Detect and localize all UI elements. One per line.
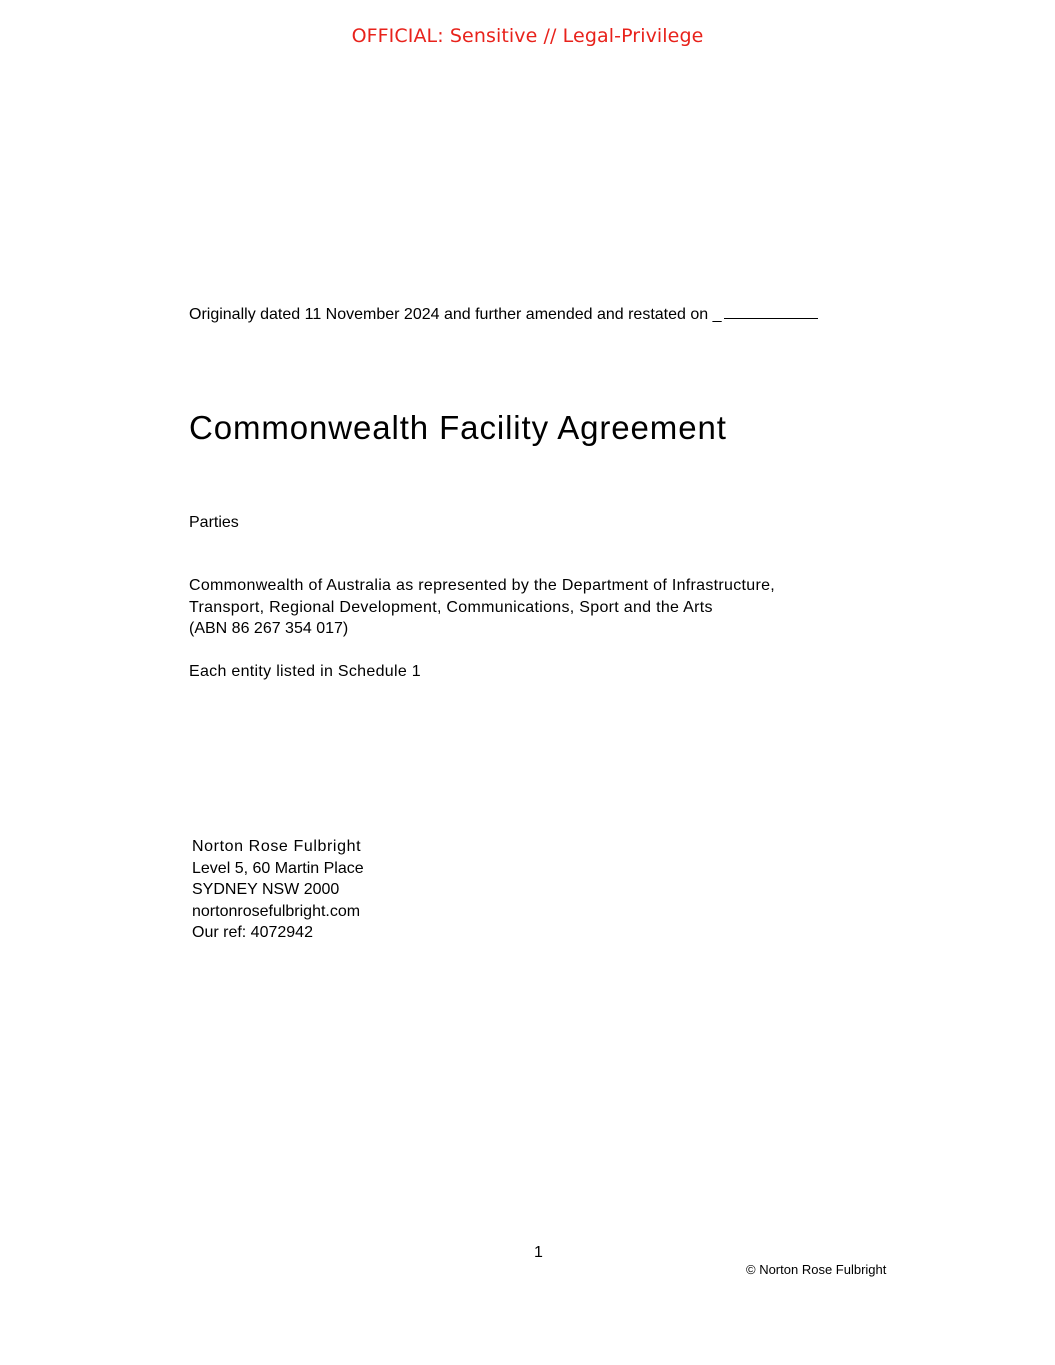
- firm-name: Norton Rose Fulbright: [192, 838, 362, 855]
- firm-street: Level 5, 60 Martin Place: [192, 859, 364, 877]
- document-title: Commonwealth Facility Agreement: [189, 409, 727, 446]
- date-line-text: Originally dated 11 November 2024 and further amended and restated on _: [189, 306, 722, 323]
- party-schedule-entities: Each entity listed in Schedule 1: [189, 663, 421, 680]
- party-commonwealth-abn: (ABN 86 267 354 017): [189, 620, 349, 637]
- date-line: [189, 306, 818, 324]
- firm-reference: Our ref: 4072942: [192, 924, 313, 941]
- firm-city: SYDNEY NSW 2000: [192, 881, 340, 898]
- copyright-notice: © Norton Rose Fulbright: [746, 1262, 887, 1277]
- classification-marking: OFFICIAL: Sensitive // Legal-Privilege: [351, 25, 704, 47]
- firm-address-block: [192, 836, 364, 944]
- date-blank-underline: [724, 317, 818, 319]
- party-commonwealth-line-2: Transport, Regional Development, Communications, Sport and the Arts: [189, 598, 713, 616]
- page-number: 1: [534, 1244, 543, 1261]
- firm-website: nortonrosefulbright.com: [192, 902, 361, 920]
- party-commonwealth: [189, 575, 829, 640]
- parties-heading: Parties: [189, 514, 239, 531]
- party-commonwealth-line-1: Commonwealth of Australia as represented by the Department of Infrastructure,: [189, 577, 776, 594]
